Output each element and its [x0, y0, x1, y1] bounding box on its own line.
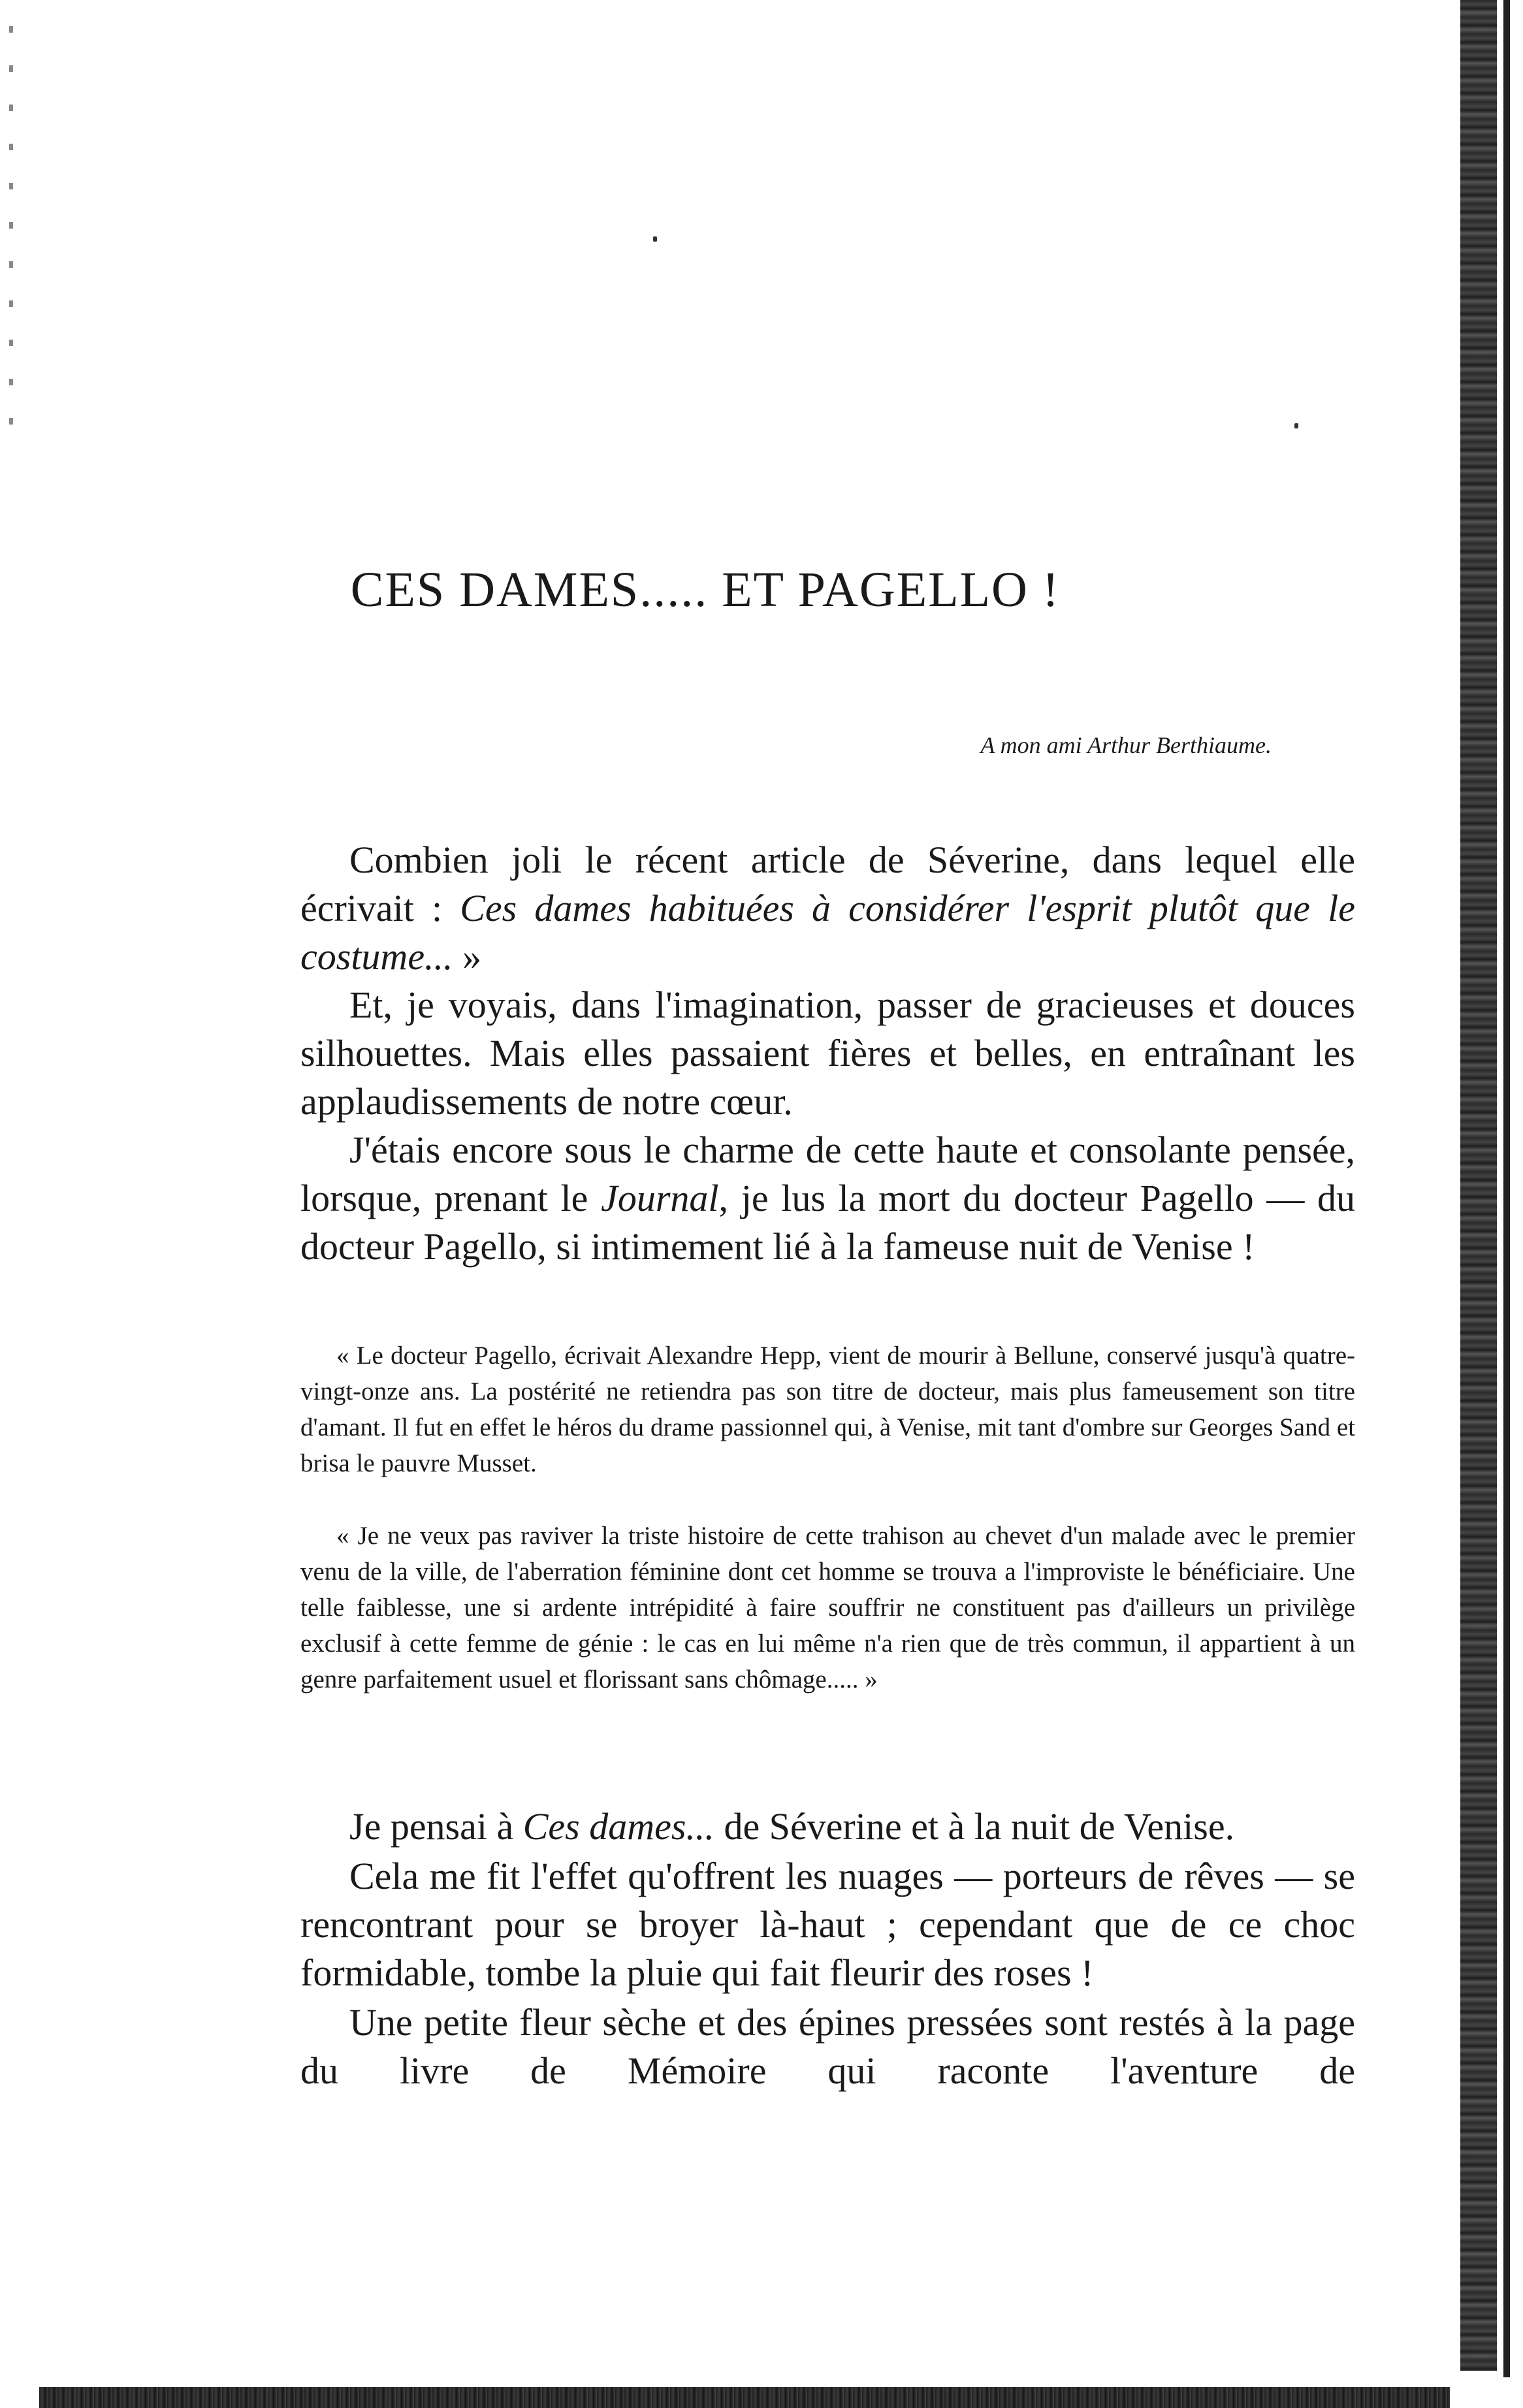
paragraph-2: Et, je voyais, dans l'imagination, passer de gracieuses et douces silhouettes. Mais elles passaient fières et belles, en entraînant les applaudissements de notre cœur. [300, 984, 1355, 1123]
scan-bottom-edge [39, 2387, 1450, 2408]
chapter-title: CES DAMES..... ET PAGELLO ! [350, 562, 1061, 617]
paragraph-1-close: » [453, 935, 482, 978]
paragraph-3-journal: Journal [601, 1177, 719, 1219]
paragraph-6: Une petite fleur sèche et des épines pressées sont restés à la page du livre de Mémoire qui raconte l'aventure de [300, 2001, 1355, 2092]
scan-speck [653, 236, 657, 242]
paragraph-4-rest: de Séverine et à la nuit de Venise. [714, 1805, 1235, 1848]
paragraph-4-text: Je pensai à [349, 1805, 523, 1848]
paragraph-4-title: Ces dames... [522, 1805, 714, 1848]
scan-left-specks [9, 26, 13, 431]
quotation-2: « Je ne veux pas raviver la triste histoire de cette trahison au chevet d'un malade avec le premier venu de la ville, de l'aberration féminine dont cet homme se trouva a l'improviste le bénéficiaire. Une telle faiblesse, une si ardente intrépidité à faire souffrir ne constituent pas d'ailleurs un privilège exclusif à cette femme de génie : le cas en lui même n'a rien que de très commun, il appartient à un genre parfaitement usuel et florissant sans chômage..... » [300, 1522, 1355, 1694]
scan-right-edge [1460, 0, 1497, 2371]
dedication: A mon ami Arthur Berthiaume. [980, 732, 1272, 758]
paragraph-4 [300, 1803, 1355, 1851]
scan-speck [1294, 423, 1298, 428]
paragraph-3 [300, 1126, 1355, 1271]
paragraph-5: Cela me fit l'effet qu'offrent les nuages — porteurs de rêves — se rencontrant pour se broyer là-haut ; cependant que de ce choc formidable, tombe la pluie qui fait fleurir des roses ! [300, 1855, 1355, 1994]
paragraph-1 [300, 836, 1355, 981]
paragraph-1-text: Combien joli le récent article de Séverine, dans lequel elle écrivait : [300, 839, 1355, 929]
scan-right-edge-thin [1503, 0, 1510, 2377]
quotation-1: « Le docteur Pagello, écrivait Alexandre Hepp, vient de mourir à Bellune, conservé jusqu'à quatre-vingt-onze ans. La postérité ne retiendra pas son titre de docteur, mais plus fameusement son titre d'amant. Il fut en effet le héros du drame passionnel qui, à Venise, mit tant d'ombre sur Georges Sand et brisa le pauvre Musset. [300, 1341, 1355, 1477]
paragraph-1-quote: Ces dames habituées à considérer l'esprit plutôt que le costume... [300, 887, 1355, 978]
paragraph-3-rest: , je lus la mort du docteur Pagello — du docteur Pagello, si intimement lié à la fameuse nuit de Venise ! [300, 1177, 1355, 1268]
paragraph-3-text: J'étais encore sous le charme de cette haute et consolante pensée, lorsque, prenant le [300, 1129, 1355, 1219]
